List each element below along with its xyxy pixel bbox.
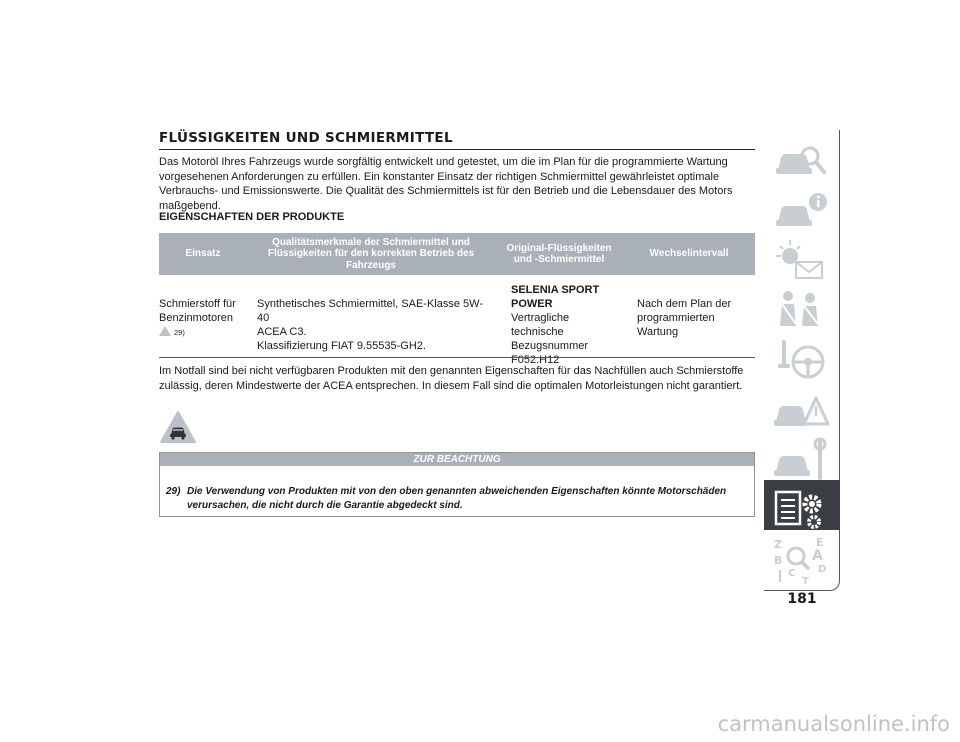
product-name: POWER bbox=[511, 298, 553, 310]
breakdown-triangle-icon bbox=[772, 386, 832, 434]
warning-triangle-icon bbox=[159, 326, 171, 336]
table-divider bbox=[159, 357, 755, 358]
cell-interval bbox=[623, 281, 755, 351]
specs-gear-icon bbox=[772, 486, 832, 534]
tab-index[interactable] bbox=[764, 530, 840, 591]
product-line: Vertragliche technische bbox=[511, 312, 570, 338]
cell-usage bbox=[159, 281, 247, 351]
index-letter-d: D bbox=[818, 564, 827, 575]
warning-text: Die Verwendung von Produkten mit von den oben genannten abweichenden Eigenschaften könnte Motorschäden verursachen, die nicht durch die Garantie abgedeckt sind. bbox=[187, 486, 727, 511]
interval-line: Nach dem Plan der bbox=[637, 298, 732, 310]
product-line: Bezugsnummer bbox=[511, 340, 589, 352]
warning-body bbox=[160, 466, 754, 512]
index-search-icon bbox=[772, 536, 832, 586]
interval-line: Wartung bbox=[637, 326, 679, 338]
quality-line: Synthetisches Schmiermittel, SAE-Klasse 5W-40 bbox=[257, 298, 483, 324]
header-usage: Einsatz bbox=[185, 248, 221, 260]
seatbelt-airbag-icon bbox=[772, 286, 832, 334]
usage-line: Benzinmotoren bbox=[159, 312, 233, 324]
steering-wheel-icon bbox=[772, 336, 832, 384]
warning-box bbox=[159, 452, 755, 517]
car-wrench-icon bbox=[772, 436, 832, 484]
subheading: EIGENSCHAFTEN DER PRODUKTE bbox=[159, 211, 345, 223]
note-paragraph: Im Notfall sind bei nicht verfügbaren Produkten mit den genannten Eigenschaften für das Nachfüllen auch Schmierstoffe zulässig, deren Mindestwerte der ACEA entsprechen. In diesem Fall sind die optimalen Motorleistungen nicht garantiert. bbox=[159, 365, 744, 392]
index-letter-b: B bbox=[774, 554, 783, 567]
car-search-icon bbox=[772, 136, 832, 184]
usage-line: Schmierstoff für bbox=[159, 298, 236, 310]
car-info-icon bbox=[772, 186, 832, 234]
warning-heading: ZUR BEACHTUNG bbox=[160, 453, 754, 466]
header-original-products: Original-Flüssigkeiten und -Schmiermittel bbox=[506, 242, 612, 265]
car-warning-triangle-icon bbox=[159, 410, 197, 444]
section-title: FLÜSSIGKEITEN UND SCHMIERMITTEL bbox=[159, 130, 755, 150]
index-letter-c: C bbox=[788, 568, 796, 579]
quality-line: Klassifizierung FIAT 9.55535-GH2. bbox=[257, 340, 426, 352]
cell-quality bbox=[247, 281, 495, 351]
page-number: 181 bbox=[787, 591, 817, 607]
usage-ref[interactable] bbox=[159, 325, 247, 340]
footnote-ref[interactable]: 29) bbox=[174, 328, 185, 337]
warning-light-mail-icon bbox=[772, 236, 832, 284]
header-quality: Qualitätsmerkmale der Schmiermittel und Flüssigkeiten für den korrekten Betrieb des Fahrzeugs bbox=[267, 236, 475, 271]
product-line: F052.H12 bbox=[511, 354, 560, 366]
index-letter-e: E bbox=[816, 536, 824, 549]
product-name: SELENIA SPORT bbox=[511, 284, 600, 296]
quality-line: ACEA C3. bbox=[257, 326, 307, 338]
table-row bbox=[159, 281, 755, 366]
interval-line: programmierten bbox=[637, 312, 715, 324]
table-header bbox=[159, 233, 755, 275]
index-letter-t: T bbox=[802, 576, 809, 586]
watermark: carmanualsonline.info bbox=[717, 712, 950, 736]
index-letter-a: A bbox=[812, 548, 823, 564]
index-letter-z: Z bbox=[774, 538, 782, 551]
warning-number: 29) bbox=[166, 486, 181, 497]
intro-paragraph: Das Motoröl Ihres Fahrzeugs wurde sorgfältig entwickelt und getestet, um die im Plan für die programmierte Wartung vorgesehenen Anforderungen zu erfüllen. Ein konstanter Einsatz der richtigen Schmiermittel gewährleistet optimale Verbrauchs- und Emissionswerte. Die Qualität des Schmiermittels ist für den Betrieb und die Lebensdauer des Motors maßgebend. bbox=[159, 156, 733, 212]
chapter-sidebar bbox=[764, 130, 840, 586]
cell-product bbox=[495, 281, 623, 366]
header-interval: Wechselintervall bbox=[649, 248, 729, 260]
